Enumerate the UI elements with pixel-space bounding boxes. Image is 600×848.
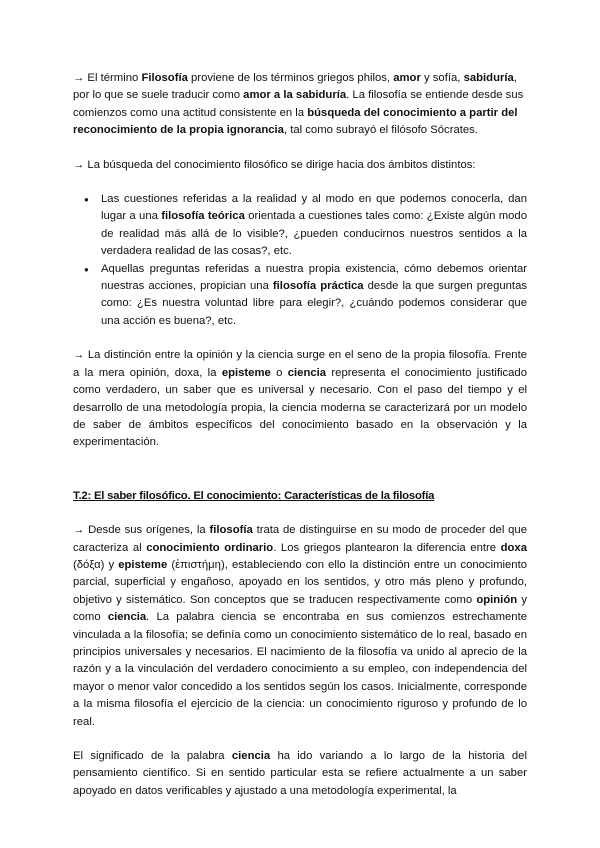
section-heading: T.2: El saber filosófico. El conocimiento: Características de la filosofía bbox=[73, 489, 435, 502]
list-item: ● Aquellas preguntas referidas a nuestra propia existencia, cómo debemos orientar nuestras acciones, propician una filosofía práctica desde la que surgen preguntas como: ¿Es nuestra voluntad libre para elegir?, ¿cuándo podemos considerar que una acción es buena?, etc. bbox=[101, 261, 527, 331]
list-item: ● Las cuestiones referidas a la realidad y al modo en que podemos conocerla, dan lugar a una filosofía teórica orientada a cuestiones tales como: ¿Existe algún modo de realidad más allá de lo visible?, ¿pueden conducirnos nuestros sentidos a la verdadera realidad de las cosas?, etc. bbox=[101, 191, 527, 261]
arrow-icon: → bbox=[73, 524, 85, 537]
arrow-icon: → bbox=[73, 72, 85, 84]
ambitos-list bbox=[73, 191, 527, 330]
paragraph-filosofia-origin: → El término Filosofía proviene de los términos griegos philos, amor y sofía, sabiduría, por lo que se suele traducir como amor a la sabiduría. La filosofía se entiende desde sus comienzos como una actitud consistente en la búsqueda del conocimiento a partir del reconocimiento de la propia ignorancia, tal como subrayó el filósofo Sócrates. bbox=[73, 72, 524, 137]
arrow-icon: → bbox=[73, 158, 85, 171]
arrow-icon: → bbox=[73, 349, 85, 362]
paragraph-saber-filosofico: → Desde sus orígenes, la filosofía trata de distinguirse en su modo de proceder del que caracteriza al conocimiento ordinario. Los griegos plantearon la diferencia entre doxa (δόξα) y episteme (ἐπιστήμη), estableciendo con ello la distinción entre un conocimiento parcial, superficial y engañoso, apoyado en los sentidos, y otro más pleno y profundo, objetivo y sistemático. Son conceptos que se traducen respectivamente como opinión y como ciencia. La palabra ciencia se encontraba en sus comienzos estrechamente vinculada a la filosofía; se definía como un conocimiento sistemático de lo real, basado en principios universales y necesarios. El nacimiento de la filosofía va unido al aprecio de la razón y a la vinculación del verdadero conocimiento a su empleo, con independencia del mayor o menor valor concedido a los sentidos según los casos. Inicialmente, corresponde a la misma filosofía el ejercicio de la ciencia: un conocimiento riguroso y profundo de lo real. bbox=[73, 524, 527, 728]
paragraph-significado-ciencia: El significado de la palabra ciencia ha ido variando a lo largo de la historia del pensamiento científico. Si en sentido particular esta se refiere actualmente a un saber apoyado en datos verificables y ajustado a una metodología experimental, la bbox=[73, 750, 527, 797]
paragraph-two-ambitos: → La búsqueda del conocimiento filosófico se dirige hacia dos ámbitos distintos: bbox=[73, 158, 476, 171]
document-page bbox=[73, 70, 527, 800]
paragraph-opinion-ciencia: → La distinción entre la opinión y la ciencia surge en el seno de la propia filosofía. Frente a la mera opinión, doxa, la episteme o ciencia representa el conocimiento justificado como verdadero, un saber que es universal y necesario. Con el paso del tiempo y el desarrollo de una metodología propia, la ciencia moderna se caracterizará por un modelo de saber de ámbitos específicos del conocimiento basado en la observación y la experimentación. bbox=[73, 349, 527, 449]
